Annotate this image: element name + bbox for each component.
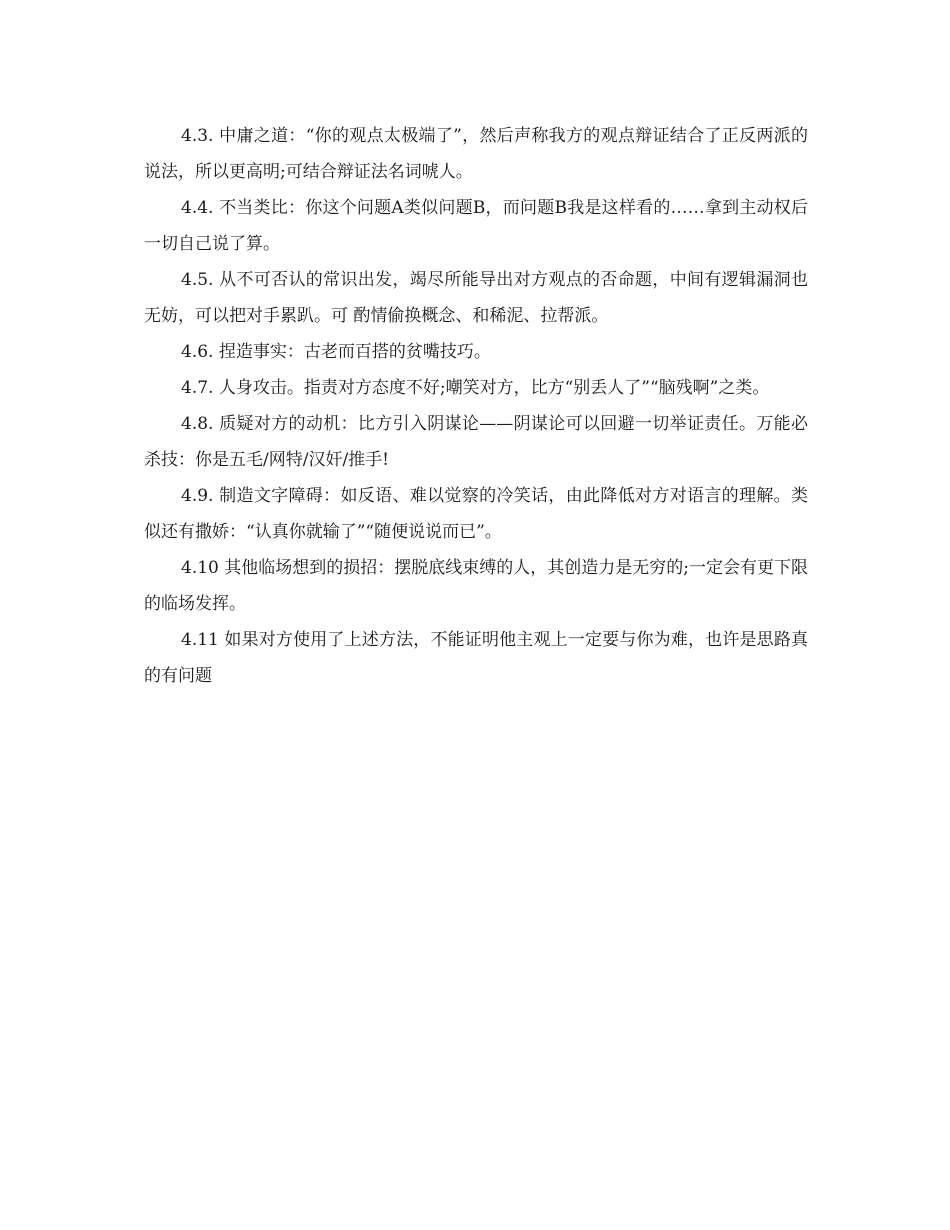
paragraph-4-5: 4.5. 从不可否认的常识出发，竭尽所能导出对方观点的否命题，中间有逻辑漏洞也无妨，可以把对手累趴。可 酌情偷换概念、和稀泥、拉帮派。	[144, 270, 808, 326]
paragraph-4-3: 4.3. 中庸之道：“你的观点太极端了”，然后声称我方的观点辩证结合了正反两派的说法，所以更高明;可结合辩证法名词唬人。	[144, 126, 808, 182]
paragraph-4-11: 4.11 如果对方使用了上述方法，不能证明他主观上一定要与你为难，也许是思路真的有问题	[144, 630, 808, 686]
paragraph-4-8: 4.8. 质疑对方的动机：比方引入阴谋论——阴谋论可以回避一切举证责任。万能必杀技：你是五毛/网特/汉奸/推手!	[144, 414, 808, 470]
paragraph-4-7: 4.7. 人身攻击。指责对方态度不好;嘲笑对方，比方“别丢人了”“脑残啊”之类。	[181, 378, 770, 398]
paragraph-4-10: 4.10 其他临场想到的损招：摆脱底线束缚的人，其创造力是无穷的;一定会有更下限的临场发挥。	[144, 558, 808, 614]
document-body	[144, 118, 808, 694]
paragraph-4-6: 4.6. 捏造事实：古老而百搭的贫嘴技巧。	[181, 342, 491, 362]
paragraph-4-9: 4.9. 制造文字障碍：如反语、难以觉察的冷笑话，由此降低对方对语言的理解。类似还有撒娇：“认真你就输了”“随便说说而已”。	[144, 486, 808, 542]
paragraph-4-4: 4.4. 不当类比：你这个问题A类似问题B，而问题B我是这样看的……拿到主动权后一切自己说了算。	[144, 198, 808, 254]
